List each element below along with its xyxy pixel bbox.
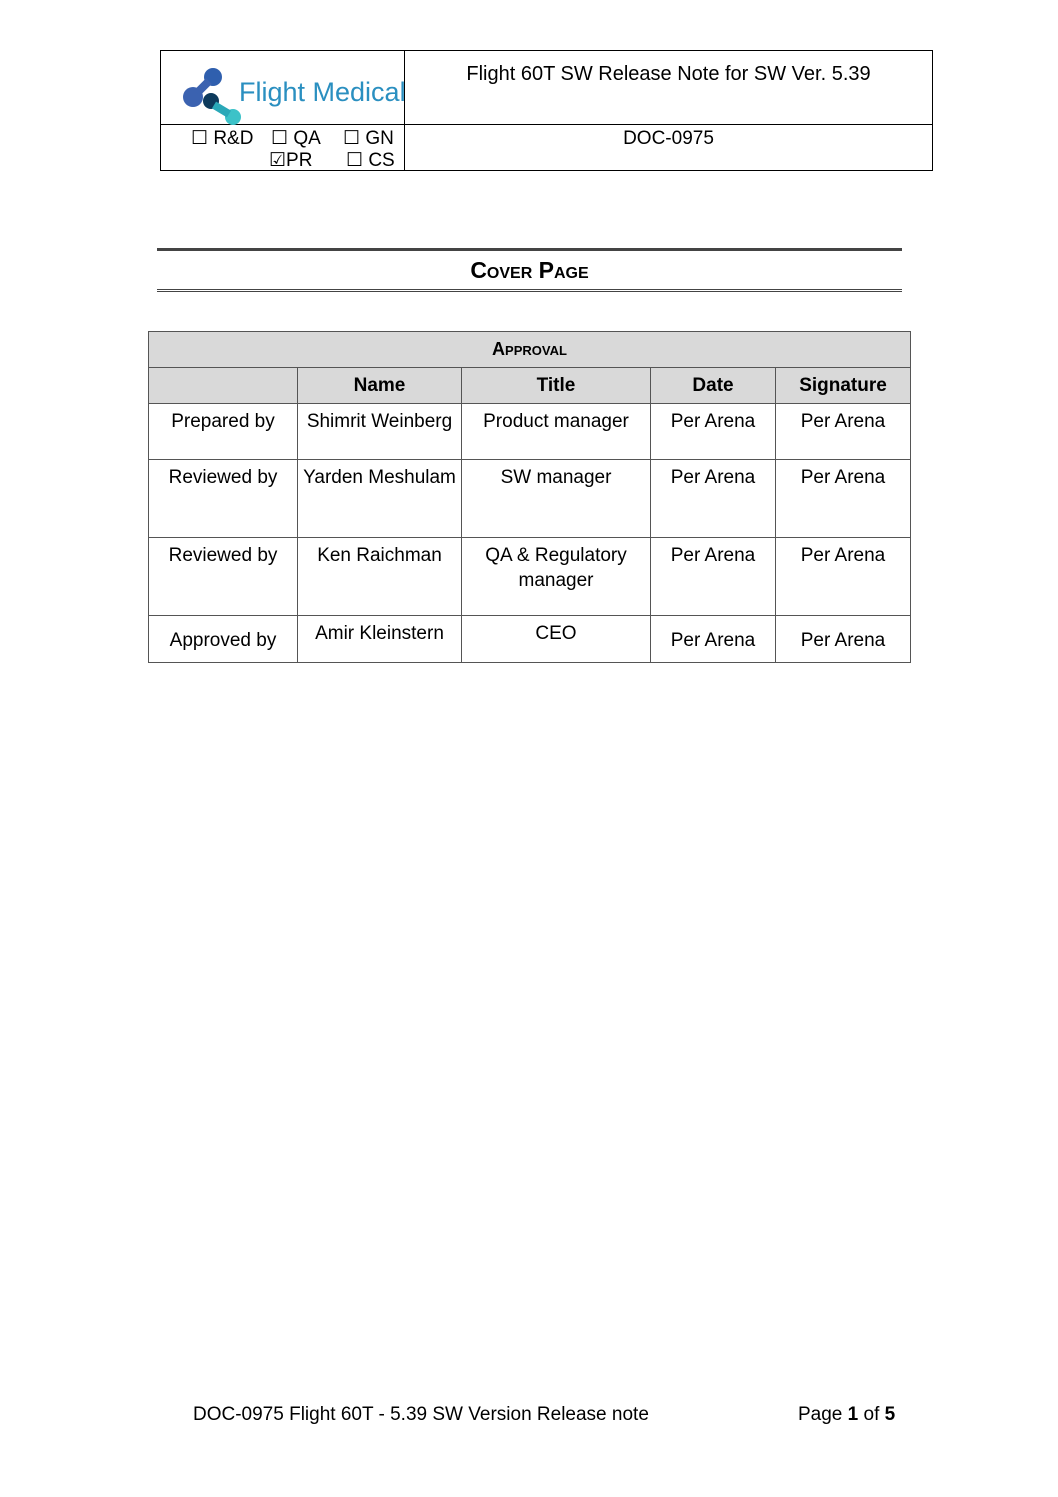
table-row xyxy=(149,460,911,538)
column-header xyxy=(149,368,298,404)
table-cell: QA & Regulatory manager xyxy=(462,538,651,616)
table-cell: Per Arena xyxy=(776,616,911,663)
table-row xyxy=(149,616,911,663)
table-cell: Reviewed by xyxy=(149,538,298,616)
table-cell: Shimrit Weinberg xyxy=(298,404,462,460)
column-header-name: Name xyxy=(298,368,462,404)
table-row xyxy=(149,404,911,460)
column-header-title: Title xyxy=(462,368,651,404)
table-cell: Prepared by xyxy=(149,404,298,460)
table-cell: Per Arena xyxy=(651,460,776,538)
document-number: DOC-0975 xyxy=(623,128,714,149)
table-cell: Per Arena xyxy=(651,404,776,460)
column-header-date: Date xyxy=(651,368,776,404)
table-cell: Amir Kleinstern xyxy=(298,616,462,663)
table-cell: Per Arena xyxy=(776,538,911,616)
table-cell: Per Arena xyxy=(651,616,776,663)
document-title: Flight 60T SW Release Note for SW Ver. 5.39 xyxy=(466,63,871,85)
table-cell: Per Arena xyxy=(651,538,776,616)
checkbox-qa[interactable]: ☐ QA xyxy=(271,128,321,149)
checkbox-rd[interactable]: ☐ R&D xyxy=(191,128,254,149)
checkbox-gn[interactable]: ☐ GN xyxy=(343,128,394,149)
approval-caption: Approval xyxy=(149,332,911,368)
approval-table xyxy=(148,331,911,663)
table-row xyxy=(149,538,911,616)
checkbox-pr[interactable]: ☑PR xyxy=(269,150,313,171)
cover-page-title: Cover Page xyxy=(157,248,902,292)
footer-doc-title: DOC-0975 Flight 60T - 5.39 SW Version Release note xyxy=(193,1404,649,1425)
logo-icon xyxy=(181,67,241,125)
document-header xyxy=(160,50,933,171)
table-cell: Yarden Meshulam xyxy=(298,460,462,538)
footer-page-number: Page 1 of 5 xyxy=(798,1404,896,1425)
table-cell: Ken Raichman xyxy=(298,538,462,616)
table-cell: Approved by xyxy=(149,616,298,663)
table-cell: Per Arena xyxy=(776,460,911,538)
flight-medical-logo xyxy=(181,67,406,125)
table-cell: Per Arena xyxy=(776,404,911,460)
table-cell: Product manager xyxy=(462,404,651,460)
table-cell: SW manager xyxy=(462,460,651,538)
checkbox-cs[interactable]: ☐ CS xyxy=(346,150,395,171)
table-cell: Reviewed by xyxy=(149,460,298,538)
logo-text: Flight Medical xyxy=(239,77,406,107)
column-header-signature: Signature xyxy=(776,368,911,404)
table-cell: CEO xyxy=(462,616,651,663)
